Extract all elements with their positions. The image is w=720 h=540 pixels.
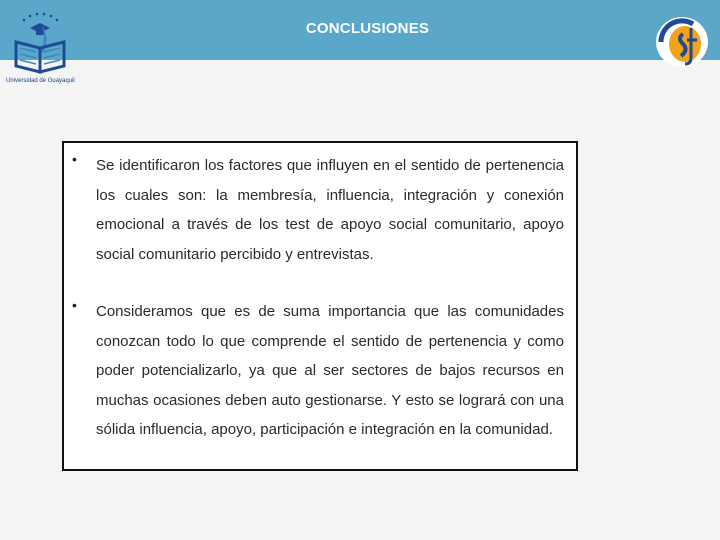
open-book-icon (6, 8, 74, 78)
bullet-text: Consideramos que es de suma importancia que las comunidades conozcan todo lo que comprende el sentido de pertenencia y como poder potencializarlo, ya que al ser sectores de bajos recursos en muchas ocasiones deben auto gestionarse. Y esto se logrará con una sólida influencia, apoyo, participación e integración en la comunidad. (96, 303, 564, 438)
bullet-text: Se identificaron los factores que influyen en el sentido de pertenencia los cuales son: la membresía, influencia, integración y conexión emocional a través de los test de apoyo social comunitario, apoyo social comunitario percibido y entrevistas. (96, 157, 564, 263)
sf-logo-icon (653, 14, 711, 70)
university-name: Universidad de Guayaquil (6, 78, 75, 84)
brand-logo (653, 14, 711, 70)
slide-title: CONCLUSIONES (305, 20, 430, 37)
bullet-marker: • (72, 297, 77, 313)
university-logo (6, 8, 74, 88)
conclusions-box (62, 141, 578, 471)
bullet-marker: • (72, 151, 77, 167)
